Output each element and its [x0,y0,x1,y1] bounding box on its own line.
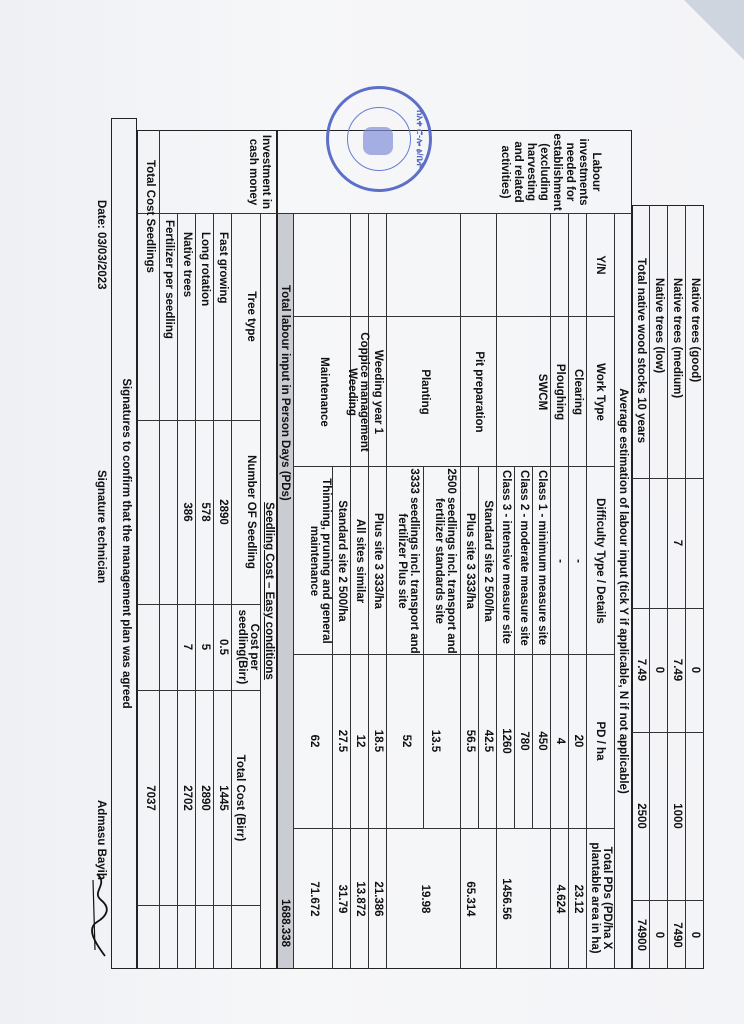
native-low-c4: 0 [653,931,665,939]
seedling-header-total: Total Cost (Birr) [234,754,246,842]
maintenance-detail-2: Thinning, pruning and general maintenance [308,478,332,644]
pit-detail-2: Plus site 3 333/ha [464,513,476,609]
weeding1-total: 21.386 [372,881,384,917]
maintenance-pd-2: 62 [308,734,320,748]
signature-technician-label: Signature technician [95,470,107,584]
native-good-label: Native trees (good) [689,278,701,383]
native-low-label: Native trees (low) [653,278,665,374]
maintenance-detail-1: Standard site 2 500/ha [336,500,348,622]
seedling-row2-cost: 5 [199,643,211,651]
seedling-total-value: 7037 [144,785,156,811]
native-good-c2: 0 [689,666,701,674]
seedling-header-cost: Cost per seedling(Birr) [236,609,260,685]
native-medium-c1: 7 [671,539,683,547]
seedling-total-label: Total Cost Seedlings [144,160,156,273]
maintenance-pd-1: 27.5 [336,729,348,753]
native-total-label: Total native wood stocks 10 years [635,258,647,444]
seedling-row2-number: 578 [199,502,211,522]
stamp-text: ሰአቀ ሮ-ሎ ፅ/ቤት [415,110,425,168]
header-yn: Y/N [594,255,606,275]
swcm-pd-3: 1260 [500,728,512,754]
ploughing-detail: - [554,559,566,563]
seedling-row1-number: 2890 [217,499,229,525]
seedling-row3-number: 386 [181,502,193,522]
weeding1-pd: 18.5 [372,729,384,753]
clearing-detail: - [572,559,584,563]
maintenance-work: Maintenance [318,357,330,427]
pit-pd-1: 42.5 [482,729,494,753]
native-low-c2: 0 [653,666,665,674]
seedling-header-number: Number OF Seedling [245,455,257,569]
seedling-section-label: Investment in cash money [247,134,272,210]
ploughing-pd: 4 [554,737,566,745]
swcm-pd-1: 450 [536,731,548,751]
swcm-detail-1: Class 1 - minimum measure site [536,470,548,646]
pit-total: 65.314 [464,881,476,917]
header-work-type: Work Type [594,363,606,421]
header-difficulty: Difficulty Type / Details [594,498,606,624]
native-medium-c3: 1000 [671,803,683,829]
planting-pd-1: 13.5 [429,729,441,753]
pit-pd-2: 56.5 [464,729,476,753]
planting-detail-2: 3333 seedlings incl. transport and fertilizer Plus site [396,468,420,654]
seedling-header-tree-type: Tree type [245,291,257,342]
seedling-row1-cost: 0.5 [217,639,229,655]
planting-pd-2: 52 [400,734,412,748]
seedling-row3-cost: 7 [181,643,193,651]
planting-work: Planting [419,369,431,415]
native-medium-c4: 7490 [671,922,683,948]
planting-detail-1: 2500 seedlings incl. transport and fertilizer standards site [433,468,457,654]
handwritten-signature [87,870,113,960]
coppice-work: Coppice management [358,332,370,452]
weeding-total: 13.872 [354,881,366,917]
swcm-total: 1456.56 [500,878,512,920]
pit-detail-1: Standard site 2 500/ha [482,500,494,622]
weeding1-work: Weeding year 1 [372,349,384,435]
seedling-row2-total: 2890 [199,785,211,811]
native-total-c2: 7.49 [635,658,647,682]
ploughing-work: Ploughing [554,363,566,421]
signature-name: Admasu Bayih [95,800,107,880]
seedling-title: Seedling Cost – Easy conditions [263,502,275,680]
signatures-title: Signatures to confirm that the management plan was agreed [120,378,132,709]
signature-date: Date: 03/03/2023 [95,200,107,290]
weeding-detail: All sites similar [354,518,366,604]
labour-total-value: 1688.338 [279,899,291,947]
seedling-row3-type: Native trees [181,232,193,298]
ploughing-total: 4.624 [554,884,566,914]
labour-section-label: Labour investments needed for establishment (excluding harvesting and related activities) [499,133,602,211]
maintenance-total-1: 31.79 [336,884,348,914]
header-pd-ha: PD / ha [594,721,606,761]
header-total: Total PDs (PD/ha X plantable area in ha) [589,842,613,954]
weeding-pd: 12 [354,734,366,748]
clearing-work: Clearing [572,368,584,415]
clearing-total: 23.12 [572,884,584,914]
labour-total-label: Total labour input in Person Days (PDs) [279,285,291,501]
native-medium-c2: 7.49 [671,658,683,682]
seedling-row3-total: 2702 [181,785,193,811]
weeding1-detail: Plus site 3 333/ha [372,513,384,609]
seedling-row4-type: Fertilizer per seedling [163,220,175,339]
pit-work: Pit preparation [473,351,485,433]
seedling-row1-type: Fast growing [217,232,229,304]
seedling-row2-type: Long rotation [199,232,211,307]
swcm-detail-3: Class 3 - intensive measure site [500,470,512,644]
weeding-work: Weeding [346,368,358,416]
native-good-c4: 0 [689,931,701,939]
planting-total: 19.98 [419,884,431,914]
native-total-c3: 2500 [635,803,647,829]
native-medium-label: Native trees (medium) [671,278,683,399]
maintenance-total-2: 71.672 [308,881,320,917]
swcm-work: SWCM [536,373,548,411]
native-total-c4: 74900 [635,919,647,951]
labour-title: Average estimation of labour input (tick Y if applicable, N if not applicable) [617,388,629,794]
seedling-row1-total: 1445 [217,785,229,811]
swcm-pd-2: 780 [518,731,530,751]
swcm-detail-2: Class 2 - moderate measure site [518,470,530,646]
clearing-pd: 20 [572,734,584,748]
official-stamp [326,86,432,192]
